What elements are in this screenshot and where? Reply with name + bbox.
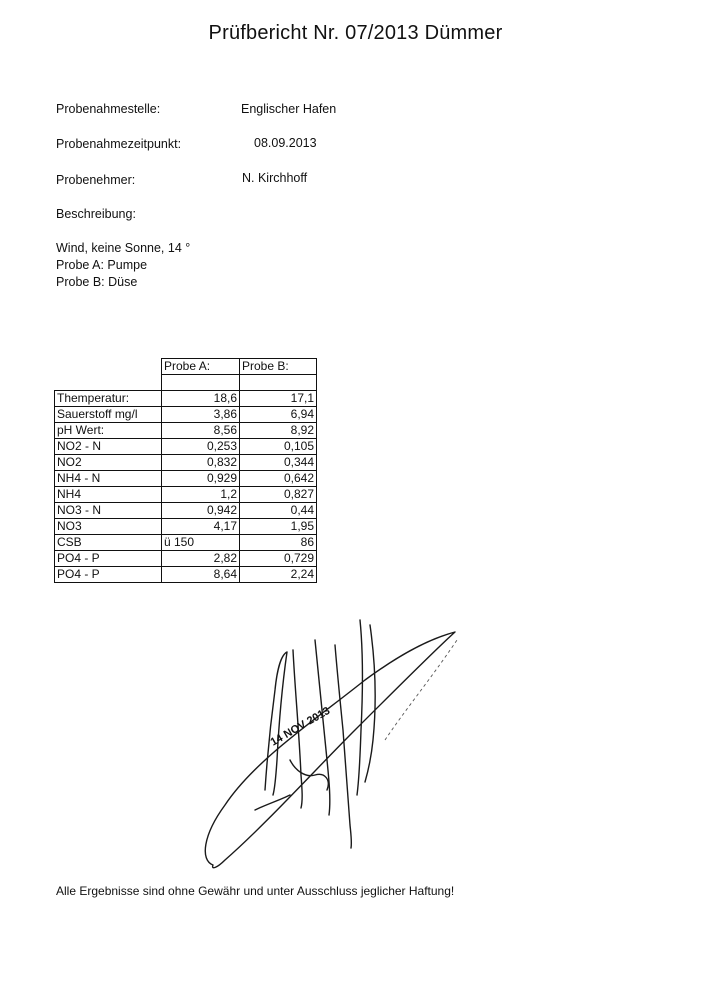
table-row bbox=[55, 535, 317, 551]
sampler-label: Probenehmer: bbox=[56, 173, 136, 187]
results-table bbox=[54, 358, 317, 583]
table-row bbox=[55, 503, 317, 519]
time-value: 08.09.2013 bbox=[254, 136, 317, 150]
table-row bbox=[55, 519, 317, 535]
table-spacer-row bbox=[55, 375, 317, 391]
probe-b-cell: 0,105 bbox=[240, 439, 317, 455]
probe-a-cell: 1,2 bbox=[162, 487, 240, 503]
table-header-row bbox=[55, 359, 317, 375]
probe-a-cell: 0,832 bbox=[162, 455, 240, 471]
probe-a-cell: 0,253 bbox=[162, 439, 240, 455]
location-value: Englischer Hafen bbox=[241, 102, 337, 116]
table-row bbox=[55, 567, 317, 583]
probe-b-cell: 86 bbox=[240, 535, 317, 551]
table-header-cell: Probe B: bbox=[240, 359, 317, 375]
parameter-cell: PO4 - P bbox=[55, 567, 162, 583]
table-cell bbox=[240, 375, 317, 391]
probe-b-cell: 1,95 bbox=[240, 519, 317, 535]
signature-stroke bbox=[357, 620, 362, 795]
probe-b-cell: 2,24 bbox=[240, 567, 317, 583]
disclaimer-footer: Alle Ergebnisse sind ohne Gewähr und unter Ausschluss jeglicher Haftung! bbox=[56, 884, 455, 898]
parameter-cell: NO2 bbox=[55, 455, 162, 471]
table-row bbox=[55, 391, 317, 407]
signature-stroke bbox=[335, 645, 351, 848]
description-line: Probe B: Düse bbox=[56, 275, 138, 289]
parameter-cell: NH4 bbox=[55, 487, 162, 503]
probe-b-cell: 0,729 bbox=[240, 551, 317, 567]
table-header-cell bbox=[55, 359, 162, 375]
probe-a-cell: 8,56 bbox=[162, 423, 240, 439]
table-row bbox=[55, 407, 317, 423]
table-row bbox=[55, 455, 317, 471]
time-label: Probenahmezeitpunkt: bbox=[56, 137, 182, 151]
probe-b-cell: 0,642 bbox=[240, 471, 317, 487]
description-label: Beschreibung: bbox=[56, 207, 136, 221]
signature-loop bbox=[205, 632, 455, 868]
sampler-value: N. Kirchhoff bbox=[242, 171, 308, 185]
probe-a-cell: 0,929 bbox=[162, 471, 240, 487]
date-stamp: 14 NOV 2013 bbox=[268, 704, 333, 749]
table-row bbox=[55, 439, 317, 455]
report-title: Prüfbericht Nr. 07/2013 Dümmer bbox=[208, 22, 503, 44]
probe-a-cell: 8,64 bbox=[162, 567, 240, 583]
probe-b-cell: 17,1 bbox=[240, 391, 317, 407]
probe-a-cell: 2,82 bbox=[162, 551, 240, 567]
probe-a-cell: 4,17 bbox=[162, 519, 240, 535]
parameter-cell: NO3 bbox=[55, 519, 162, 535]
probe-a-cell: 0,942 bbox=[162, 503, 240, 519]
table-row bbox=[55, 487, 317, 503]
parameter-cell: Sauerstoff mg/l bbox=[55, 407, 162, 423]
location-label: Probenahmestelle: bbox=[56, 102, 161, 116]
table-row bbox=[55, 551, 317, 567]
signature-stroke bbox=[365, 625, 375, 782]
probe-b-cell: 8,92 bbox=[240, 423, 317, 439]
signature-stroke bbox=[265, 652, 287, 795]
description-line: Probe A: Pumpe bbox=[56, 258, 148, 272]
signature-stroke bbox=[290, 760, 328, 790]
parameter-cell: PO4 - P bbox=[55, 551, 162, 567]
signature-with-stamp bbox=[195, 610, 475, 880]
parameter-cell: NH4 - N bbox=[55, 471, 162, 487]
probe-a-cell: 3,86 bbox=[162, 407, 240, 423]
probe-b-cell: 0,344 bbox=[240, 455, 317, 471]
parameter-cell: pH Wert: bbox=[55, 423, 162, 439]
probe-b-cell: 0,44 bbox=[240, 503, 317, 519]
probe-a-cell: 18,6 bbox=[162, 391, 240, 407]
description-line: Wind, keine Sonne, 14 ° bbox=[56, 241, 191, 255]
parameter-cell: Themperatur: bbox=[55, 391, 162, 407]
probe-b-cell: 0,827 bbox=[240, 487, 317, 503]
probe-a-cell: ü 150 bbox=[162, 535, 240, 551]
parameter-cell: NO2 - N bbox=[55, 439, 162, 455]
table-cell bbox=[55, 375, 162, 391]
table-row bbox=[55, 471, 317, 487]
table-header-cell: Probe A: bbox=[162, 359, 240, 375]
table-row bbox=[55, 423, 317, 439]
parameter-cell: CSB bbox=[55, 535, 162, 551]
probe-b-cell: 6,94 bbox=[240, 407, 317, 423]
table-cell bbox=[162, 375, 240, 391]
parameter-cell: NO3 - N bbox=[55, 503, 162, 519]
